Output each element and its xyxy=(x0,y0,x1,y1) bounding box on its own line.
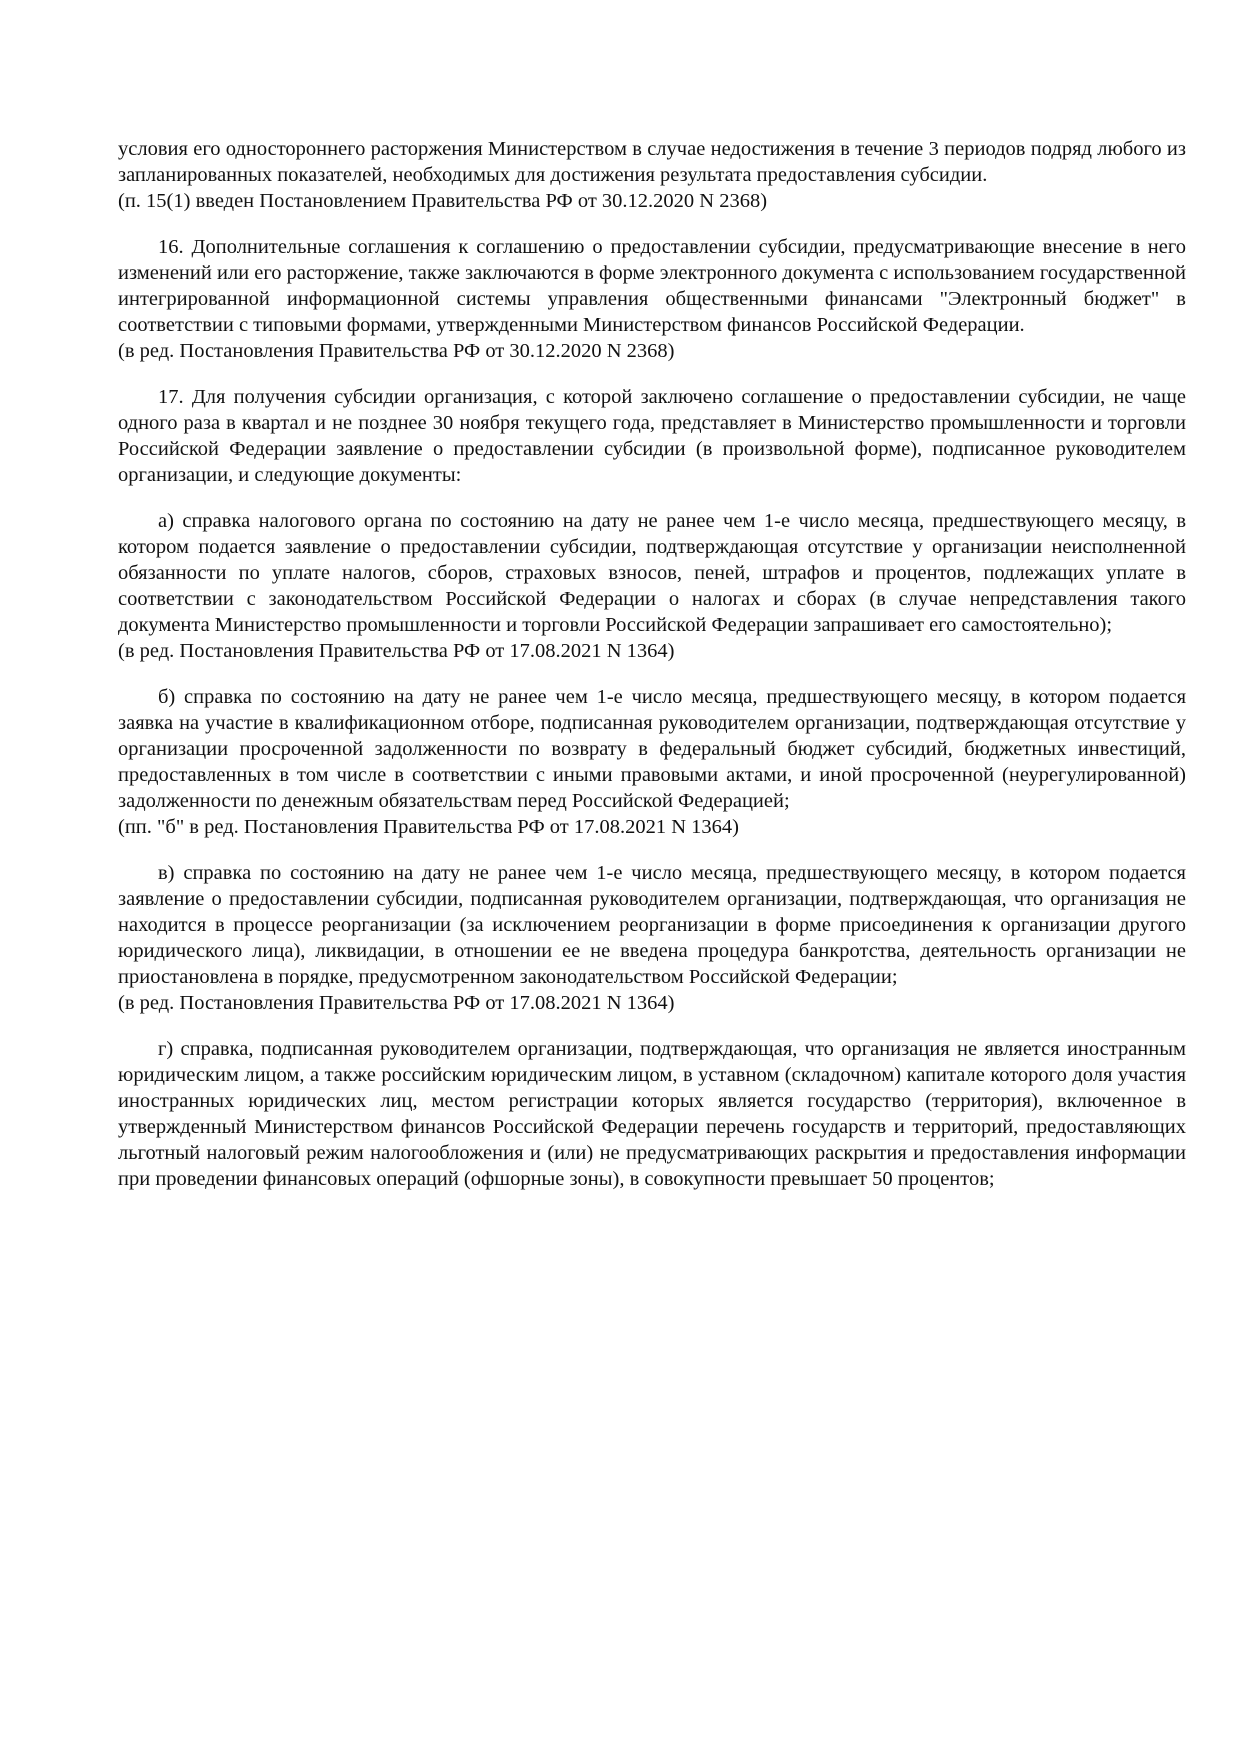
amendment-note-v: (в ред. Постановления Правительства РФ от 17.08.2021 N 1364) xyxy=(118,992,675,1014)
subparagraph-a: а) справка налогового органа по состоянию на дату не ранее чем 1-е число месяца, предшествующего месяцу, в котором подается заявление о предоставлении субсидии, подтверждающая отсутствие у организации неисполненной обязанности по уплате налогов, сборов, страховых взносов, пеней, штрафов и процентов, подлежащих уплате в соответствии с законодательством Российской Федерации о налогах и сборах (в случае непредставления такого документа Министерство промышленности и торговли Российской Федерации запрашивает его самостоятельно); xyxy=(118,510,1186,636)
amendment-note-16: (в ред. Постановления Правительства РФ от 30.12.2020 N 2368) xyxy=(118,340,675,362)
amendment-note-a: (в ред. Постановления Правительства РФ от 17.08.2021 N 1364) xyxy=(118,640,675,662)
subparagraph-v: в) справка по состоянию на дату не ранее чем 1-е число месяца, предшествующего месяцу, в котором подается заявление о предоставлении субсидии, подписанная руководителем организации, подтверждающая, что организация не находится в процессе реорганизации (за исключением реорганизации в форме присоединения к организации другого юридического лица), ликвидации, в отношении ее не введена процедура банкротства, деятельность организации не приостановлена в порядке, предусмотренном законодательством Российской Федерации; xyxy=(118,862,1186,988)
amendment-note-b: (пп. "б" в ред. Постановления Правительства РФ от 17.08.2021 N 1364) xyxy=(118,816,739,838)
paragraph-16: 16. Дополнительные соглашения к соглашению о предоставлении субсидии, предусматривающие внесение в него изменений или его расторжение, также заключаются в форме электронного документа с использованием государственной интегрированной информационной системы управления общественными финансами "Электронный бюджет" в соответствии с типовыми формами, утвержденными Министерством финансов Российской Федерации. xyxy=(118,236,1186,336)
document-page xyxy=(118,136,1186,1192)
amendment-note-15-1: (п. 15(1) введен Постановлением Правительства РФ от 30.12.2020 N 2368) xyxy=(118,190,768,212)
subparagraph-g: г) справка, подписанная руководителем организации, подтверждающая, что организация не является иностранным юридическим лицом, а также российским юридическим лицом, в уставном (складочном) капитале которого доля участия иностранных юридических лиц, местом регистрации которых является государство (территория), включенное в утвержденный Министерством финансов Российской Федерации перечень государств и территорий, предоставляющих льготный налоговый режим налогообложения и (или) не предусматривающих раскрытия и предоставления информации при проведении финансовых операций (офшорные зоны), в совокупности превышает 50 процентов; xyxy=(118,1038,1186,1190)
subparagraph-b: б) справка по состоянию на дату не ранее чем 1-е число месяца, предшествующего месяцу, в котором подается заявка на участие в квалификационном отборе, подписанная руководителем организации, подтверждающая отсутствие у организации просроченной задолженности по возврату в федеральный бюджет субсидий, бюджетных инвестиций, предоставленных в том числе в соответствии с иными правовыми актами, и иной просроченной (неурегулированной) задолженности по денежным обязательствам перед Российской Федерацией; xyxy=(118,686,1186,812)
paragraph-15-1-continuation: условия его одностороннего расторжения Министерством в случае недостижения в течение 3 периодов подряд любого из запланированных показателей, необходимых для достижения результата предоставления субсидии. xyxy=(118,138,1186,186)
paragraph-17: 17. Для получения субсидии организация, с которой заключено соглашение о предоставлении субсидии, не чаще одного раза в квартал и не позднее 30 ноября текущего года, представляет в Министерство промышленности и торговли Российской Федерации заявление о предоставлении субсидии (в произвольной форме), подписанное руководителем организации, и следующие документы: xyxy=(118,386,1186,486)
